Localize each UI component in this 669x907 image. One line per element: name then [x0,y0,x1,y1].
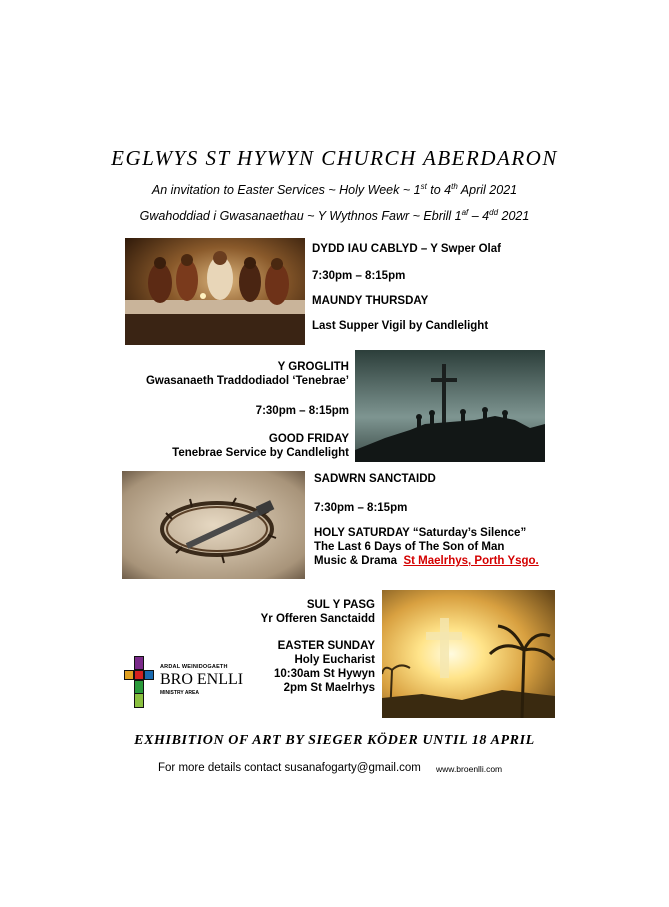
sunday-time1: 10:30am St Hywyn [274,668,375,680]
sunday-block [150,598,375,695]
exhibition-banner: EXHIBITION OF ART BY SIEGER KÖDER UNTIL 18 APRIL [134,733,535,748]
saturday-block [314,472,539,568]
sunday-desc: Holy Eucharist [294,654,375,666]
saturday-line2: The Last 6 Days of The Son of Man [314,541,505,553]
thursday-desc: Last Supper Vigil by Candlelight [312,320,489,332]
logo-line1: ARDAL WEINIDOGAETH [160,664,228,670]
contact-line: For more details contact susanafogarty@gmail.com [158,762,421,774]
sunday-time2: 2pm St Maelrhys [283,682,375,694]
last-supper-image [125,238,305,345]
thursday-time: 7:30pm – 8:15pm [312,270,406,282]
sunday-english: EASTER SUNDAY [277,640,375,652]
friday-desc: Tenebrae Service by Candlelight [172,447,349,459]
saturday-time: 7:30pm – 8:15pm [314,502,408,514]
friday-english: GOOD FRIDAY [268,433,349,445]
page-title: EGLWYS ST HYWYN CHURCH ABERDARON [111,146,558,170]
sunrise-cross-image [382,590,555,718]
logo-line3: MINISTRY AREA [160,690,199,696]
saturday-english: HOLY SATURDAY “Saturday’s Silence” [314,527,527,539]
website-link[interactable]: www.broenlli.com [436,764,503,774]
saturday-line3: Music & Drama [314,555,398,567]
invitation-welsh: Gwahoddiad i Gwasanaethau ~ Y Wythnos Fawr ~ Ebrill $1^{af} - 4^{dd}$ 2021 [139,208,530,224]
logo-line2: BRO ENLLI [160,671,244,688]
friday-block [120,360,349,460]
thursday-english: MAUNDY THURSDAY [312,295,429,307]
friday-welsh: Y GROGLITH [277,361,349,373]
saturday-line3-row [314,554,539,568]
thursday-welsh: DYDD IAU CABLYD – Y Swper Olaf [312,243,501,255]
sunday-welsh-sub: Yr Offeren Sanctaidd [260,613,375,625]
friday-time: 7:30pm – 8:15pm [255,405,349,417]
thursday-block [312,242,501,333]
sunday-welsh: SUL Y PASG [306,599,375,611]
saturday-welsh: SADWRN SANCTAIDD [314,473,436,485]
cross-hill-image [355,350,545,462]
crown-of-thorns-image [122,471,305,579]
invitation-english: An invitation to Easter Services ~ Holy Week ~ 1st to 4th April 2021 [151,182,518,198]
saturday-location-link[interactable]: St Maelrhys, Porth Ysgo. [403,555,539,567]
friday-welsh-sub: Gwasanaeth Traddodiadol ‘Tenebrae’ [145,375,349,387]
